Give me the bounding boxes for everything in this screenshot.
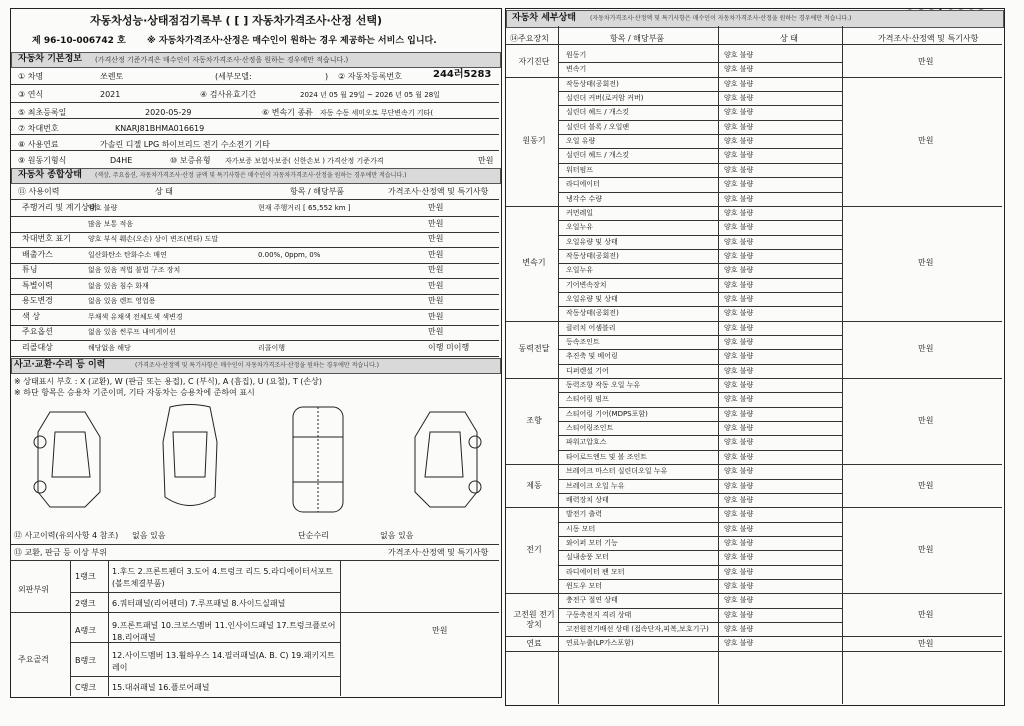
detail-item-label: 오일 유량 [566, 137, 596, 146]
summary-col3: 항목 / 해당부품 [290, 187, 345, 196]
accident-legend1: ※ 상태표시 부호 : X (교환), W (판금 또는 용접), C (부식), A (흠집), U (요철), T (손상) [14, 377, 323, 386]
detail-item-label: 연료누출(LP가스포함) [566, 639, 634, 648]
rankB-value: 12.사이드멤버 13.휠하우스 14.필러패널(A. B. C) 19.패키지트레이 [112, 651, 335, 672]
detail-item-label: 기어변속장치 [566, 280, 607, 289]
detail-item-label: 변속기 [566, 65, 587, 74]
detail-item-status: 양호 불량 [724, 294, 754, 303]
detail-section-name: 연료 [526, 638, 542, 648]
car-frame-diagram [283, 402, 353, 517]
summary-row-price: 만원 [428, 265, 444, 274]
basic-row1-value: 쏘렌토 [100, 72, 124, 81]
accident-price: 만원 [432, 626, 448, 635]
basic-row6-label: ⑨ 원동기형식 [18, 156, 67, 165]
detail-item-label: 스티어링 펌프 [566, 395, 609, 404]
basic-row2-value2: 2024 년 05 월 29일 ~ 2026 년 05 월 28일 [300, 91, 440, 99]
detail-item-status: 양호 불량 [724, 266, 754, 275]
summary-row-status: 없음 있음 적법 불법 구조 장치 [88, 266, 181, 274]
detail-item-label: 작동상태(공회전) [566, 309, 619, 318]
basic-row6-label2: ⑩ 보증유형 [170, 156, 211, 165]
detail-item-label: 타이로드엔드 및 볼 조인트 [566, 452, 648, 461]
accident-q1-value: 없음 있음 [132, 531, 166, 540]
summary-row-label: 배출가스 [22, 249, 53, 259]
detail-item-status: 양호 불량 [724, 180, 754, 189]
detail-item-label: 클러치 어셈블리 [566, 323, 616, 332]
basic-row3-label: ⑤ 최초등록일 [18, 108, 67, 117]
detail-section-price: 만원 [918, 480, 934, 490]
detail-section-price: 만원 [918, 57, 934, 67]
detail-item-label: 발전기 출력 [566, 510, 603, 519]
detail-item-status: 양호 불량 [724, 79, 754, 88]
summary-row-status: 양호 부식 훼손(오손) 상이 변조(변타) 도말 [88, 235, 219, 243]
summary-row-label: 주요옵션 [22, 327, 53, 336]
summary-row-item: 리콜이행 [258, 343, 286, 352]
detail-item-label: 스티어링조인트 [566, 424, 614, 433]
car-side-right-diagram [405, 402, 485, 512]
summary-row-item: 현재 주행거리 [ 65,552 km ] [258, 204, 351, 212]
detail-section-name: 조향 [526, 416, 542, 426]
detail-item-status: 양호 불량 [724, 524, 754, 533]
accident-q2: 단순수리 [298, 531, 329, 540]
car-top-diagram [155, 402, 225, 517]
detail-item-status: 양호 불량 [724, 495, 754, 504]
detail-item-label: 워터펌프 [566, 165, 594, 174]
summary-row-price: 이행 미이행 [428, 342, 470, 352]
rankC-value: 15.대쉬패널 16.플로어패널 [112, 683, 210, 692]
doc-note: ※ 자동차가격조사·산정은 매수인이 원하는 경우 제공하는 서비스 입니다. [147, 36, 437, 46]
accident-header-note: (가격조사·산정액 및 특기사항은 매수인이 자동차가격조사·산정을 원하는 경우에만 적습니다.) [135, 362, 380, 369]
summary-row-price: 만원 [428, 203, 444, 212]
rankA-label: A랭크 [75, 626, 96, 635]
detail-section-price: 만원 [918, 545, 934, 555]
detail-item-status: 양호 불량 [724, 596, 754, 605]
detail-item-status: 양호 불량 [724, 309, 754, 318]
detail-item-label: 라디에이터 [566, 180, 600, 189]
detail-item-status: 양호 불량 [724, 581, 754, 590]
detail-item-label: 실린더 커버(로커암 커버) [566, 94, 644, 103]
rankC-label: C랭크 [75, 683, 97, 692]
summary-row-price: 만원 [428, 249, 444, 259]
detail-item-status: 양호 불량 [724, 625, 754, 633]
basic-row5-value: 가솔린 디젤 LPG 하이브리드 전기 수소전기 기타 [100, 140, 270, 149]
detail-section-name: 자기진단 [518, 57, 550, 67]
detail-item-status: 양호 불량 [724, 366, 754, 375]
detail-item-label: 윈도우 모터 [566, 581, 603, 590]
detail-col2: 항목 / 해당부품 [610, 34, 665, 43]
basic-header-note: (가격산정 기준가격은 매수인이 자동차가격조사·산정을 원하는 경우에만 적습니다.) [95, 56, 349, 64]
outer-label: 외판부위 [18, 585, 49, 594]
rank1-value: 1.후드 2.프론트펜더 3.도어 4.트렁크 리드 5.라디에이터서포트(볼트체결부품) [112, 567, 333, 588]
detail-item-status: 양호 불량 [724, 94, 754, 103]
detail-section-price: 만원 [918, 416, 934, 426]
summary-row-status: 일산화탄소 탄화수소 매연 [88, 250, 167, 259]
summary-row-status: 양호 불량 [88, 204, 118, 212]
detail-section-name: 동력전달 [518, 344, 550, 354]
basic-row1-value2: ) [325, 72, 329, 81]
detail-item-label: 와이퍼 모터 기능 [566, 538, 618, 547]
summary-row-price: 만원 [428, 218, 444, 228]
summary-row-price: 만원 [428, 327, 444, 336]
summary-row-price: 만원 [428, 296, 444, 305]
detail-item-label: 냉각수 수량 [566, 194, 603, 203]
detail-item-status: 양호 불량 [724, 395, 754, 404]
detail-item-status: 양호 불량 [724, 137, 754, 146]
summary-col4: 가격조사·산정액 및 특기사항 [388, 187, 489, 196]
basic-row6-value: D4HE [110, 156, 133, 165]
detail-item-status: 양호 불량 [724, 424, 754, 433]
detail-item-label: 구동축전지 격리 상태 [566, 610, 632, 619]
detail-item-status: 양호 불량 [724, 65, 754, 74]
detail-item-status: 양호 불량 [724, 438, 754, 447]
summary-header-note: (색상, 주요옵션, 자동차가격조사·산정 금액 및 특기사항은 매수인이 자동차가격조사·산정을 원하는 경우에만 적습니다.) [95, 172, 407, 179]
doc-number: 제 96-10-006742 호 [32, 36, 126, 46]
detail-item-label: 실린더 헤드 / 개스킷 [566, 108, 630, 117]
detail-item-status: 양호 불량 [724, 165, 754, 174]
detail-item-status: 양호 불량 [724, 538, 754, 547]
detail-section-price: 만원 [918, 609, 934, 619]
detail-item-status: 양호 불량 [724, 481, 754, 490]
basic-row3-value: 2020-05-29 [145, 108, 192, 117]
detail-section-price: 만원 [918, 344, 934, 354]
basic-row1-label2: (세부모델: [215, 72, 252, 81]
detail-col1: ⑭주요장치 [510, 34, 549, 43]
rank2-value: 6.쿼터패널(리어펜더) 7.루프패널 8.사이드실패널 [112, 599, 286, 608]
summary-row-label: 주행거리 및 계기상태 [22, 203, 97, 212]
basic-row4-label: ⑦ 차대번호 [18, 124, 59, 133]
basic-row3-value2: 자동 수동 세미오토 무단변속기 기타( [320, 109, 434, 117]
basic-row1-label: ① 차명 [18, 72, 44, 81]
detail-item-status: 양호 불량 [724, 567, 754, 576]
detail-item-status: 양호 불량 [724, 237, 754, 246]
summary-col1: ⑪ 사용이력 [18, 187, 60, 196]
detail-item-label: 디퍼렌셜 기어 [566, 366, 609, 375]
accident-q1: ⑫ 사고이력(유의사항 4 참조) [14, 531, 119, 540]
summary-row-status: 없음 있음 침수 화재 [88, 281, 149, 290]
detail-item-status: 양호 불량 [724, 323, 754, 332]
detail-section-name: 변속기 [522, 258, 546, 268]
summary-row-price: 만원 [428, 311, 444, 321]
detail-item-label: 오일유량 및 상태 [566, 294, 618, 303]
doc-title: 자동차성능·상태점검기록부 ( [ ] 자동차가격조사·산정 선택) [90, 14, 383, 27]
summary-row-label: 차대번호 표기 [22, 234, 71, 243]
summary-row-label: 색 상 [22, 311, 40, 321]
detail-item-label: 원동기 [566, 51, 587, 59]
detail-item-status: 양호 불량 [724, 251, 754, 260]
detail-item-status: 양호 불량 [724, 452, 754, 461]
detail-header-title: 자동차 세부상태 [512, 13, 576, 23]
detail-section-name: 원동기 [522, 136, 546, 146]
detail-item-status: 양호 불량 [724, 194, 754, 203]
detail-item-label: 브레이크 마스터 실린더오일 누유 [566, 467, 668, 476]
detail-item-status: 양호 불량 [724, 122, 754, 131]
detail-item-label: 시동 모터 [566, 524, 596, 533]
basic-header-title: 자동차 기본정보 [18, 54, 82, 64]
detail-section-name: 전기 [526, 545, 542, 555]
summary-row-status: 없음 있음 렌트 영업용 [88, 297, 156, 305]
detail-item-status: 양호 불량 [724, 51, 754, 59]
detail-item-label: 오일누유 [566, 266, 594, 275]
summary-row-item: 0.00%, 0ppm, 0% [258, 250, 321, 259]
detail-section-price: 만원 [918, 258, 934, 268]
accident-header-title: 사고·교환·수리 등 이력 [14, 360, 106, 370]
basic-row3-label2: ⑥ 변속기 종류 [262, 108, 313, 117]
summary-row-label: 특별이력 [22, 280, 53, 290]
detail-item-status: 양호 불량 [724, 610, 754, 619]
detail-item-label: 스티어링 기어(MDPS포함) [566, 409, 648, 418]
summary-row-label: 용도변경 [22, 296, 53, 305]
detail-item-label: 추진축 및 베어링 [566, 352, 618, 361]
summary-header-title: 자동차 종합상태 [18, 170, 82, 180]
detail-item-label: 오일유량 및 상태 [566, 237, 618, 246]
detail-item-label: 커먼레일 [566, 208, 594, 217]
detail-item-status: 양호 불량 [724, 352, 754, 361]
detail-item-label: 라디에이터 팬 모터 [566, 567, 625, 576]
detail-section-price: 만원 [918, 136, 934, 146]
detail-item-label: 고전원전기배선 상태 (접속단자,피복,보호기구) [566, 625, 709, 633]
summary-row-status: 많음 보통 적음 [88, 219, 134, 228]
accident-legend2: ※ 하단 항목은 승용차 기준이며, 기타 자동차는 승용차에 준하여 표시 [14, 388, 255, 397]
summary-row-status: 무채색 유채색 전체도색 색변경 [88, 312, 183, 321]
detail-col3: 상 태 [780, 34, 798, 43]
main-label: 주요골격 [18, 655, 49, 664]
detail-item-status: 양호 불량 [724, 381, 754, 390]
rankA-value: 9.프론트패널 10.크로스멤버 11.인사이드패널 17.트렁크플로어 18.리어패널 [112, 621, 336, 642]
basic-row6-price: 만원 [478, 156, 494, 165]
detail-header-note: (자동차가격조사·산정액 및 특기사항은 매수인이 자동차가격조사·산정을 원하는 경우에만 적습니다.) [590, 15, 852, 22]
detail-section-name: 고전원 전기장치 [513, 609, 555, 629]
basic-row2-label2: ④ 검사유효기간 [200, 90, 257, 99]
accident-q3: ⑬ 교환, 판금 등 이상 부위 [14, 548, 107, 557]
detail-item-status: 양호 불량 [724, 108, 754, 117]
detail-item-label: 오일누유 [566, 223, 594, 232]
detail-item-status: 양호 불량 [724, 639, 754, 648]
summary-row-price: 만원 [428, 280, 444, 290]
accident-q3-right: 가격조사·산정액 및 특기사항 [388, 548, 489, 557]
rankB-label: B랭크 [75, 656, 96, 665]
summary-row-label: 리콜대상 [22, 342, 53, 352]
detail-item-label: 작동상태(공회전) [566, 251, 619, 260]
detail-item-label: 동력조향 작동 오일 누유 [566, 381, 641, 390]
vin-value: KNARJ81BHMA016619 [115, 124, 205, 133]
detail-item-status: 양호 불량 [724, 280, 754, 289]
detail-item-status: 양호 불량 [724, 467, 754, 476]
detail-item-status: 양호 불량 [724, 553, 754, 562]
detail-item-label: 실린더 블록 / 오일팬 [566, 122, 630, 131]
detail-item-status: 양호 불량 [724, 338, 754, 346]
detail-item-label: 등속조인트 [566, 338, 600, 346]
basic-row1-label3: ② 자동차등록번호 [338, 72, 402, 81]
rank2-label: 2랭크 [75, 599, 96, 608]
detail-item-label: 실내송풍 모터 [566, 553, 609, 562]
detail-item-status: 양호 불량 [724, 151, 754, 160]
detail-item-status: 양호 불량 [724, 208, 754, 217]
detail-item-label: 파워고압호스 [566, 438, 607, 447]
basic-row6-value2: 자가보증 보험사보증( 신한손보 ) 가격산정 기준가격 [225, 157, 384, 165]
detail-item-label: 작동상태(공회전) [566, 79, 619, 88]
detail-item-label: 브레이크 오일 누유 [566, 481, 625, 490]
plate-number: 244러5283 [433, 69, 492, 80]
basic-row5-label: ⑧ 사용연료 [18, 140, 59, 149]
detail-section-name: 제동 [526, 480, 542, 490]
detail-item-label: 충전구 절연 상태 [566, 596, 618, 605]
detail-item-label: 실린더 헤드 / 개스킷 [566, 151, 630, 160]
summary-row-status: 없음 있음 썬루프 내비게이션 [88, 328, 176, 336]
accident-q2-value: 없음 있음 [380, 531, 414, 540]
summary-col2: 상 태 [155, 187, 173, 196]
summary-row-label: 튜닝 [22, 265, 38, 274]
rank1-label: 1랭크 [75, 572, 96, 581]
detail-item-label: 배력장치 상태 [566, 495, 609, 504]
detail-item-status: 양호 불량 [724, 510, 754, 519]
basic-row2-label: ③ 연식 [18, 90, 44, 99]
detail-item-status: 양호 불량 [724, 409, 754, 418]
summary-row-status: 해당없음 해당 [88, 343, 131, 352]
basic-row2-value: 2021 [100, 90, 121, 99]
summary-row-price: 만원 [428, 234, 444, 243]
car-side-left-diagram [30, 402, 110, 512]
detail-item-status: 양호 불량 [724, 223, 754, 232]
detail-col4: 가격조사·산정액 및 특기사항 [878, 34, 979, 43]
detail-section-price: 만원 [918, 638, 934, 648]
